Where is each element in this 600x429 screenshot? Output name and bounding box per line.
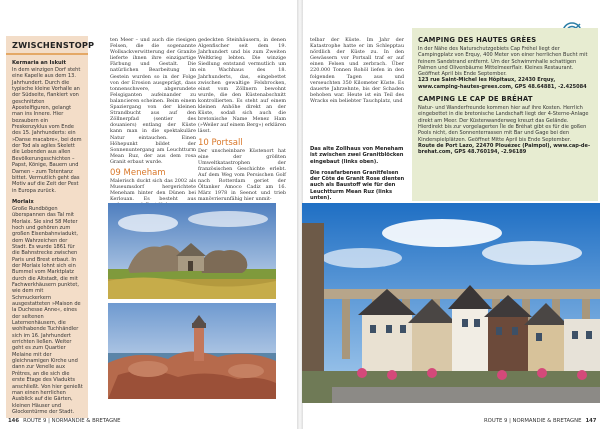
heading-number: 09 <box>110 167 121 178</box>
col1-paragraph-top: ten Meer – und auch die riesigen Felsen, die die sogenannte Wollsackverwitterung der Granite lieferte ihnen ihre einzigartige Färbung und Gestalt. Die natürlichen Bearbeitung im Gestein wurden so in der Folge von der Erosion ausgeprägt, dass tonnenschwere, abgerundete Felsgiganten aufeinander zu balancieren scheinen. Beim einem Spaziergang von der kleinen Strandbucht aus auf den Zöllnerpfad (sentier des douaniers) entlang der Küste kann man in die spektakuläre Natur eintauchen. Einen Höhepunkt bildet der Sonnenuntergang am Leuchtturm Mean Ruz, der aus dem rosa Granit erbaut wurde. <box>110 37 196 165</box>
camping-title-1: CAMPING DES HAUTES GRÈES <box>418 36 537 44</box>
camping-text-1: In der Nähe des Naturschutzgebiets Cap Fréhel liegt der Campingplatz von Erquy, 400 Meter von einer herrlichen Bucht mit feinem Sandstrand entfernt. Um der Schwimmhalle schattigen Palmen und Olivenbäume Mittelmeerflair. Kleines Restaurant. Geöffnet April bis Ende September. <box>418 46 588 78</box>
folio-right <box>484 418 597 424</box>
photo-meneham-zollhaus <box>108 203 276 299</box>
region-label-left: NORMANDIE & BRETAGNE <box>51 418 121 424</box>
folio-separator-right: | <box>509 418 511 424</box>
heading-word: Meneham <box>123 167 166 178</box>
col2-paragraph-bottom: Der unscheinbare Küstenort hat eine der größten Umweltkatastrophen der französischen Geschichte erlebt. Auf dem Weg vom Persischen Golf nach Rotterdam geriet der Öltanker Amoco Cadiz am 16. März 1978 in Seenot und trieb manövrierunfähig hier unmit- <box>198 147 286 203</box>
caption-meneham: Das alte Zollhaus von Meneham ist zwischen zwei Granitblöcken eingebaut (links oben). <box>310 146 404 165</box>
photo-mean-ruz-lighthouse <box>108 303 276 399</box>
sidebar-heading-kermaria: Kermaria an Iskuit <box>12 60 66 66</box>
folio-separator-left: | <box>48 418 50 424</box>
route-label-right: ROUTE 9 <box>484 418 508 424</box>
text-column-1 <box>110 37 196 203</box>
col2-paragraph-top: gedeckten Steinhäusern, in denen Algenfischer seit dem 19. Jahrhundert und bis zum Zweiten Weltkrieg lebten. Die winzige Siedlung entstand vermutlich um ein Wachhaus des 18. Jahrhunderts, das, eingebettet zwischen gewaltige Felsbrocken, einst vom Zöllnern bewohnt wurde, die den Küstenabschnitt kontrollierten. Es steht auf einem kleinen Anhöhe direkt an der Küste, sodaß sich auch die bretonische Name Menez Ham (»Weiler auf einem Berg«) erklären lässt. <box>198 37 286 135</box>
morlaix-illustration <box>302 203 600 403</box>
sidebar-title: ZWISCHENSTOPP <box>6 36 88 55</box>
sidebar-text-morlaix: Große Rundbögen überspannen das Tal mit Morlaix. Sie sind 58 Meter hoch und gehören zum großen Eisenbahnviadukt, dem Wahrzeichen der Stadt. Es wurde 1861 für die Bahnstrecke zwischen Paris und Brest erbaut. In der Morlaix lohnt sich ein Bummel vom Marktplatz durch die Altstadt, die mit Fachwerkhäusern punktet, wie dem mit Schmuckerkern ausgestatteten »Maison de la Duchesse Anne«, eines der seltenen Laternenhäusern, die wohlhabende Tuchhändler sich im 16. Jahrhundert errichten ließen. Weiter geht es zum Quartier Melaine mit der gleichnamigen Kirche und dann zur Venelle aux Prêtres, an die sich die erste Etage des Viadukts anschließt. Von hier genießt man einen herrlichen Ausblick auf die Gärten, kleinen Häuser und Glockentürme der Stadt. <box>12 205 83 415</box>
mean-ruz-illustration <box>108 303 276 399</box>
col3-paragraph: telbar der Küste. Im Jahr der Katastrophe hatte er im Schlepptau nördlich der Küste zu. In den Gewässern vor Portsall traf er auf einen Felsen und zerbrach. Über 220.000 Tonnen Rohöl liefen in den folgenden Tagen aus und verseuchten 350 Kilometer Küste. Es dauerte Jahrzehnte, bis der Schaden behoben war. Heute ist ein Teil des Wracks ein beliebter Tauchplatz, und <box>310 37 404 104</box>
heading-number: 10 <box>198 137 209 148</box>
caption-granit-rose: Die rosafarbenen Granitfelsen der Côte de Granit Rose dienten auch als Baustoff wie für den Leuchtturm Mean Ruz (links unten). <box>310 169 405 202</box>
sidebar-heading-morlaix: Morlaix <box>12 198 34 205</box>
camping-address-2: Route de Port Lazo, 22470 Plouézec (Paimpol), www.cap-de-brehat.com, GPS 48.760194, -2.96189 <box>418 142 591 156</box>
photo-morlaix-viaduct <box>302 203 600 403</box>
sidebar-text-kermaria: In dem winzigen Dorf steht eine Kapelle aus dem 13. Jahrhundert. Durch die typische kleine Vorhalle an der Südseite, flankiert von geschnitzten Apostelfiguren, gelangt man ins Innere. Hier bezaubern ein Freskenzyklus vom Ende des 15. Jahrhunderts: ein »Danse macabre«, bei dem der Tod als agiles Skelett die Lebenden aus allen Bevölkerungsschichten – Papst, Könige, Bauern und Damen – zum Totentanz bittet. Vermutlich geht das Motiv auf die Zeit der Pest in Europa zurück. <box>12 67 82 194</box>
heading-portsall <box>198 137 286 148</box>
text-column-2 <box>198 37 286 203</box>
camping-text-2: Natur- und Wanderfreunde kommen hier auf ihre Kosten. Herrlich eingebettet in die bretonische Landschaft liegt der 4-Sterne-Anlage direkt am Meer. Der Küstenwanderweg kreuzt das Gelände. Hierdirekt bis zur vorgelagerten Île de Bréhat gibt es für die goßen Pools nicht, den Sonnenterrassen mit Bar und Gage bei den Kinderspielplätzen. Geöffnet Mitte April bis Ende September. <box>418 105 589 143</box>
text-column-3 <box>310 37 404 157</box>
camping-title-2: CAMPING LE CAP DE BRÉHAT <box>418 95 533 104</box>
camping-box <box>412 28 598 201</box>
heading-word: Portsall <box>211 137 243 148</box>
meneham-illustration <box>108 203 276 299</box>
region-label-right: NORMANDIE & BRETAGNE <box>512 418 582 424</box>
route-label-left: ROUTE 9 <box>23 418 47 424</box>
page-number-right: 147 <box>585 418 597 424</box>
sidebar-zwischenstopp <box>6 36 95 418</box>
page-number-left: 146 <box>8 418 20 424</box>
camping-address-1: 123 rue Saint-Michel les Hôpitaux, 22430 Erquy, www.camping-hautes-grees.com, GPS 48.64881, -2.425084 <box>418 77 587 90</box>
col1-paragraph-bottom: Malerisch duckt sich das 2002 als Museumsdorf hergerichtete Meneham hinter den Dünen bei Kerlouan. Es besteht aus <box>110 178 196 203</box>
heading-meneham <box>110 167 196 178</box>
folio-left <box>8 418 121 424</box>
